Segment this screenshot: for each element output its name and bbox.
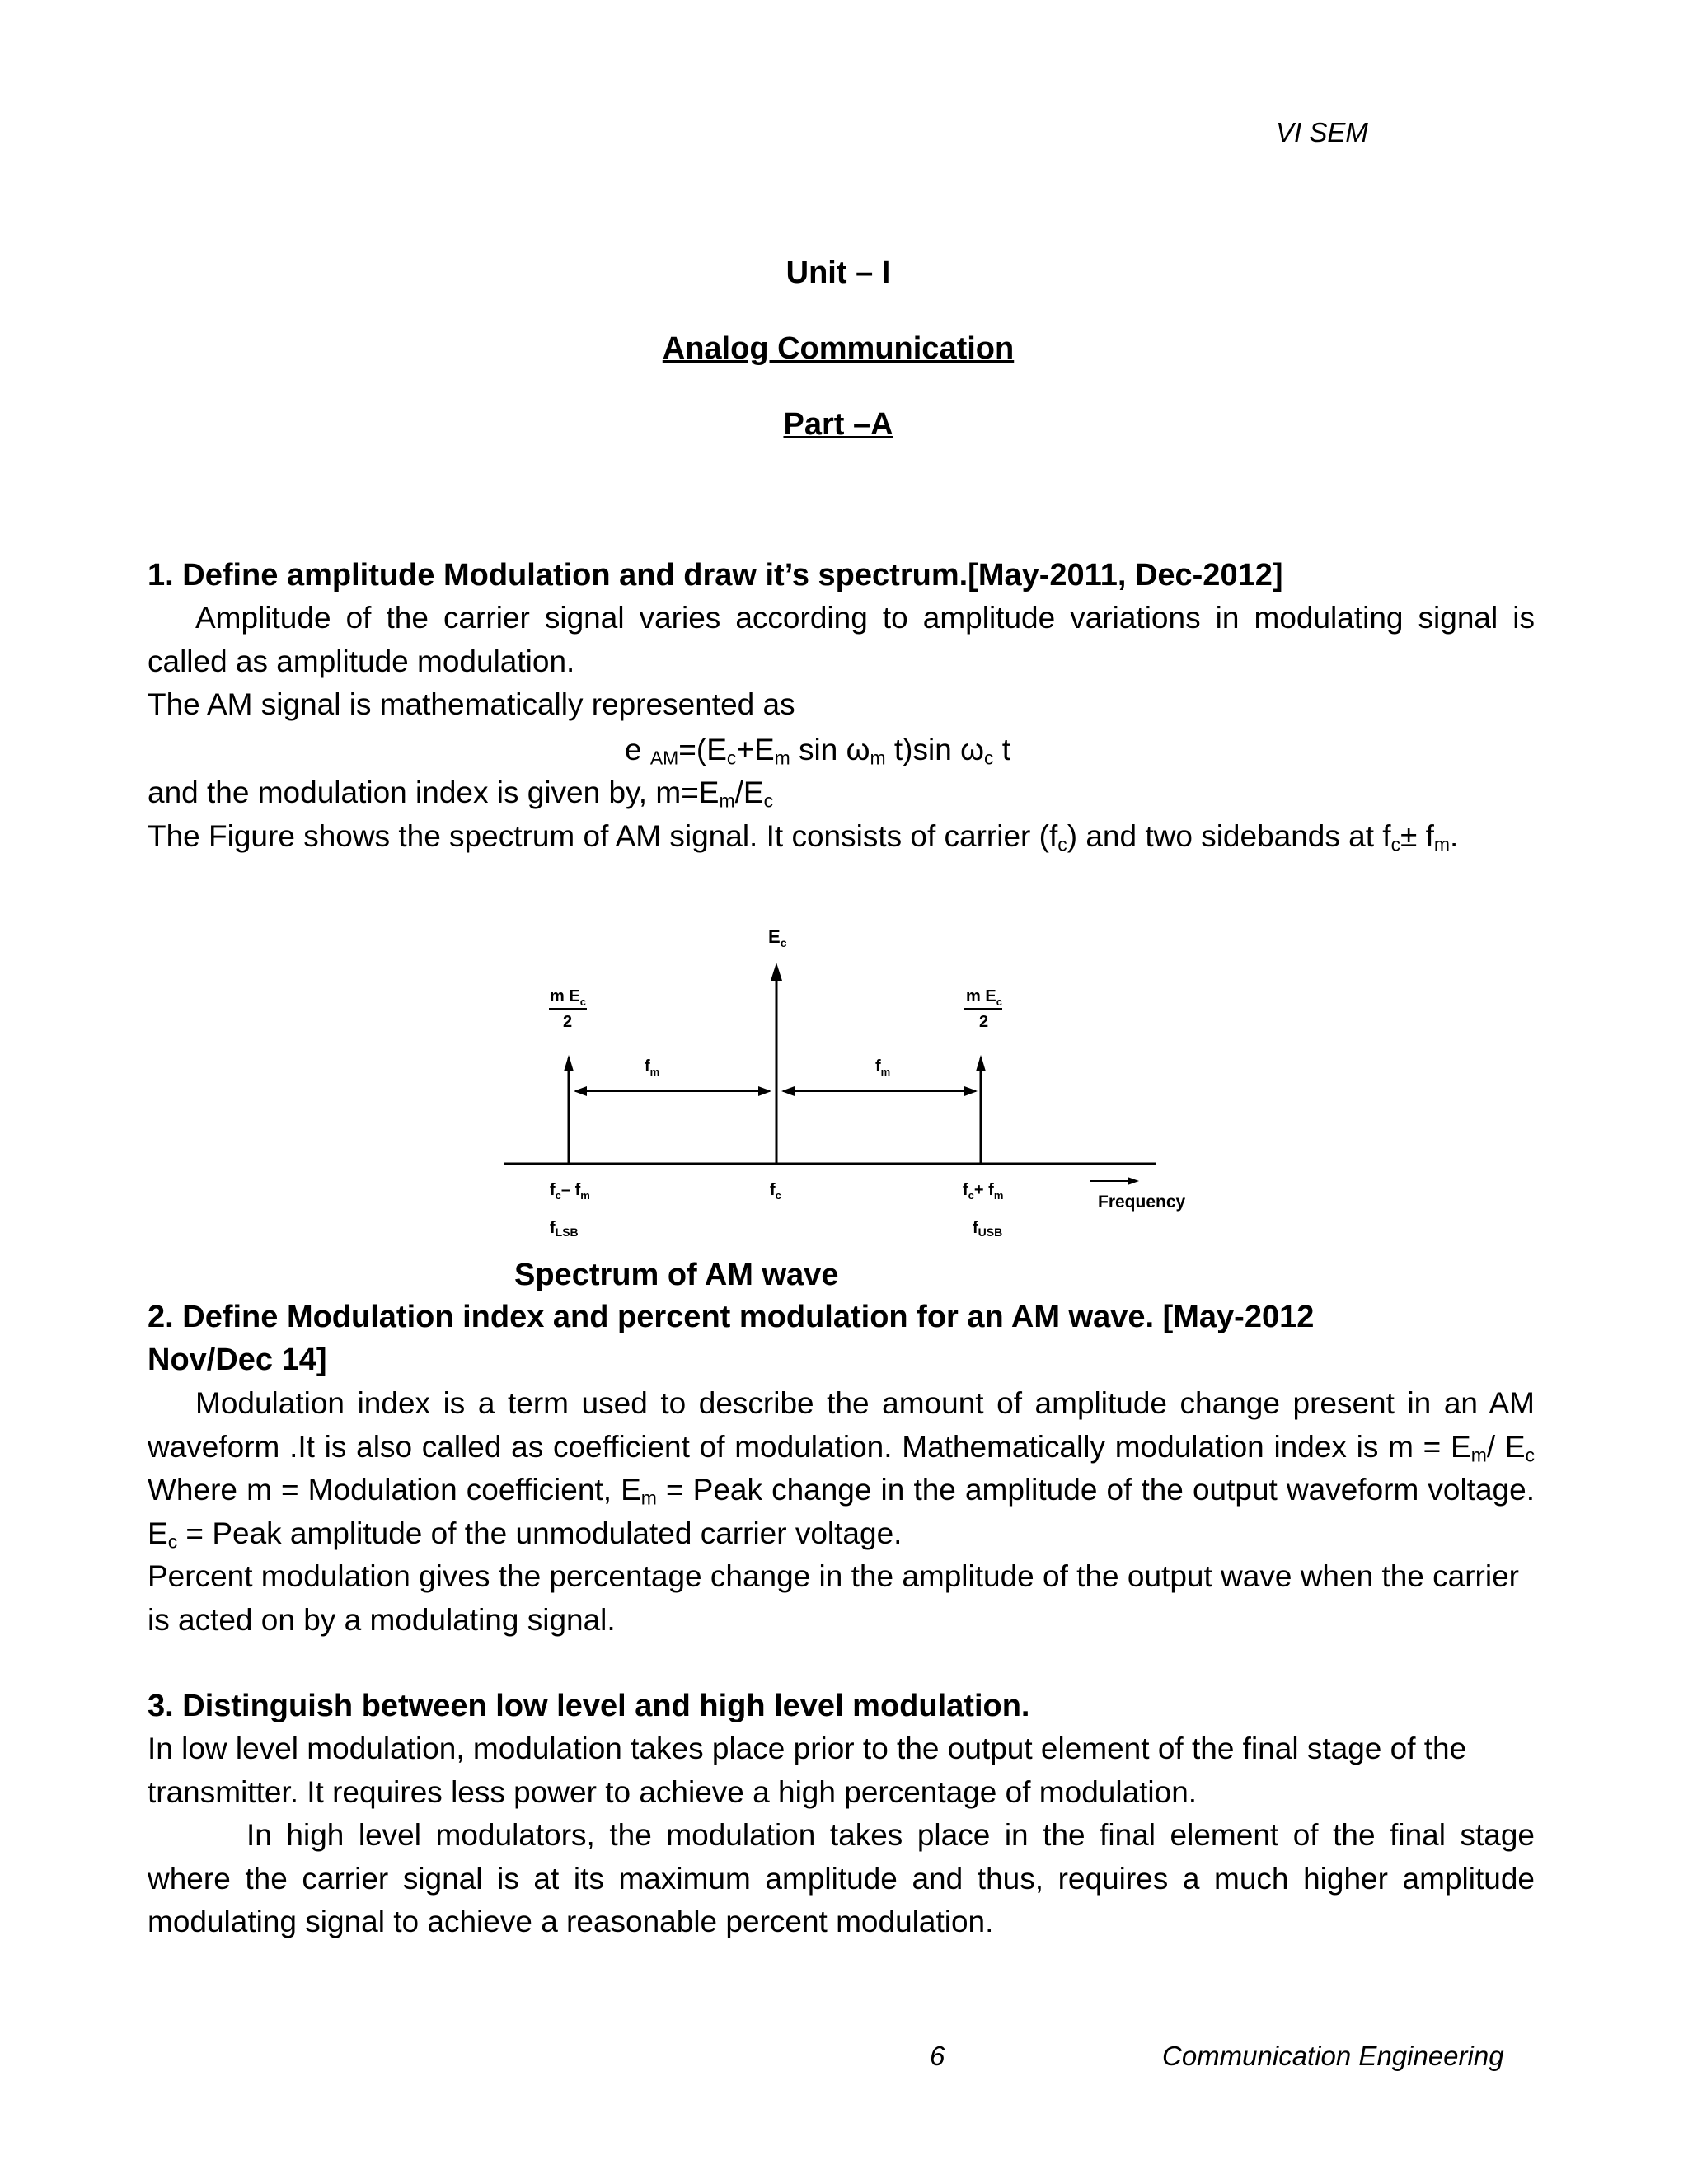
- eq-sub-c1: c: [726, 747, 737, 769]
- label-fc: $f_c$: [770, 1181, 781, 1202]
- q1-heading: 1. Define amplitude Modulation and draw it’s spectrum.[May-2011, Dec-2012]: [148, 558, 1283, 593]
- sp-text-c: ± f: [1400, 819, 1434, 853]
- semester-label: VI SEM: [1276, 117, 1368, 148]
- subject-title: [0, 331, 1676, 367]
- q3-low-level: In low level modulation, modulation takes place prior to the output element of the final stage of the transmitter. It requires less power to achieve a high percentage of modulation.: [148, 1732, 1467, 1809]
- figure-caption: Spectrum of AM wave: [514, 1258, 839, 1292]
- q2-sub-c1: c: [1525, 1444, 1535, 1466]
- q3-heading: 3. Distinguish between low level and high level modulation.: [148, 1689, 1030, 1723]
- q2-heading: 2. Define Modulation index and percent modulation for an AM wave. [May-2012 Nov/Dec 14]: [148, 1300, 1315, 1377]
- am-equation: [625, 729, 1010, 771]
- sp-text-a: The Figure shows the spectrum of AM signal. It consists of carrier (f: [148, 819, 1058, 853]
- q2-percent-modulation: Percent modulation gives the percentage change in the amplitude of the output wave when the carrier is acted on by a modulating signal.: [148, 1559, 1519, 1637]
- sp-sub-c2: c: [1390, 833, 1401, 855]
- sp-text-d: .: [1450, 819, 1459, 853]
- label-fm-left: $f_m$: [645, 1057, 660, 1078]
- eq-sub-am: AM: [649, 747, 679, 769]
- lsb-arrowhead: [564, 1055, 574, 1071]
- eq-sub-m2: m: [870, 747, 886, 769]
- q2-modulation-index-definition: [148, 1382, 1535, 1555]
- fm-arrow-right-head-b: [964, 1086, 978, 1096]
- label-m-ec-left: m $E_c$: [550, 987, 586, 1008]
- label-fc-plus-fm: $f_c+ f_m$: [963, 1181, 1004, 1202]
- q1-definition: Amplitude of the carrier signal varies according to amplitude variations in modulating signal is called as amplitude modulation.: [148, 601, 1535, 678]
- label-frequency: Frequency: [1098, 1193, 1186, 1212]
- mi-sub-m: m: [719, 790, 735, 812]
- q2-sub-c2: c: [167, 1530, 178, 1553]
- label-m-ec-right: m $E_c$: [966, 987, 1002, 1008]
- label-fm-right: $f_m$: [875, 1057, 891, 1078]
- label-flsb: $f_{LSB}$: [550, 1219, 579, 1239]
- eq-part-e: t: [993, 733, 1010, 766]
- label-two-left: 2: [563, 1013, 573, 1031]
- q1-spectrum-description: [148, 815, 1535, 859]
- mi-text-a: and the modulation index is given by, m=E: [148, 776, 720, 809]
- q2-text-c: Where m = Modulation coefficient, E: [148, 1473, 641, 1507]
- q1-modulation-index: [148, 771, 1535, 815]
- eq-part-d: t)sin ω: [885, 733, 984, 766]
- page-number: 6: [930, 2041, 945, 2071]
- eq-part-a: =(E: [678, 733, 727, 766]
- q1-representation-intro: The AM signal is mathematically represented as: [148, 687, 795, 721]
- label-fusb: $f_{USB}$: [973, 1219, 1003, 1239]
- label-ec: $E_c$: [768, 926, 787, 949]
- label-fc-minus-fm: $f_c-$ $f_m$: [550, 1181, 590, 1202]
- fm-arrow-left-head-b: [758, 1086, 771, 1096]
- mi-text-b: /E: [734, 776, 764, 809]
- q2-text-e: = Peak amplitude of the unmodulated carrier voltage.: [177, 1516, 903, 1550]
- eq-part-c: sin ω: [790, 733, 870, 766]
- am-spectrum-figure: [504, 916, 1213, 1254]
- usb-arrowhead: [976, 1055, 986, 1071]
- fm-arrow-left-head-a: [574, 1086, 587, 1096]
- subject-title-text: Analog Communication: [662, 331, 1015, 366]
- q2-sub-m2: m: [640, 1487, 657, 1509]
- sp-text-b: ) and two sidebands at f: [1067, 819, 1391, 853]
- eq-sub-c2: c: [983, 747, 994, 769]
- q2-text-d: = Peak change in the amplitude of the output waveform voltage. E: [148, 1473, 1535, 1550]
- eq-sub-m1: m: [774, 747, 790, 769]
- fm-arrow-right-head-a: [781, 1086, 795, 1096]
- unit-title: Unit – I: [785, 255, 891, 290]
- eq-part-b: +E: [736, 733, 775, 766]
- q2-sub-m1: m: [1470, 1444, 1487, 1466]
- book-title: Communication Engineering: [1162, 2041, 1504, 2071]
- eq-e: e: [625, 733, 642, 766]
- part-title: [0, 407, 1676, 443]
- mi-sub-c: c: [763, 790, 774, 812]
- part-title-text: Part –A: [783, 407, 893, 442]
- label-two-right: 2: [979, 1013, 989, 1031]
- q3-high-level: In high level modulators, the modulation takes place in the final element of the final stage where the carrier signal is at its maximum amplitude and thus, requires a much higher amplitude modulating signal to achieve a reasonable percent modulation.: [148, 1818, 1535, 1938]
- carrier-arrowhead: [771, 963, 782, 981]
- q2-text-b: / E: [1486, 1429, 1526, 1464]
- q2-text-a: Modulation index is a term used to describe the amount of amplitude change present in an AM waveform .It is also called as coefficient of modulation. Mathematically modulation index is m = E: [148, 1386, 1535, 1464]
- sp-sub-c1: c: [1057, 833, 1067, 855]
- sp-sub-m: m: [1433, 833, 1451, 855]
- frequency-arrowhead: [1128, 1177, 1139, 1185]
